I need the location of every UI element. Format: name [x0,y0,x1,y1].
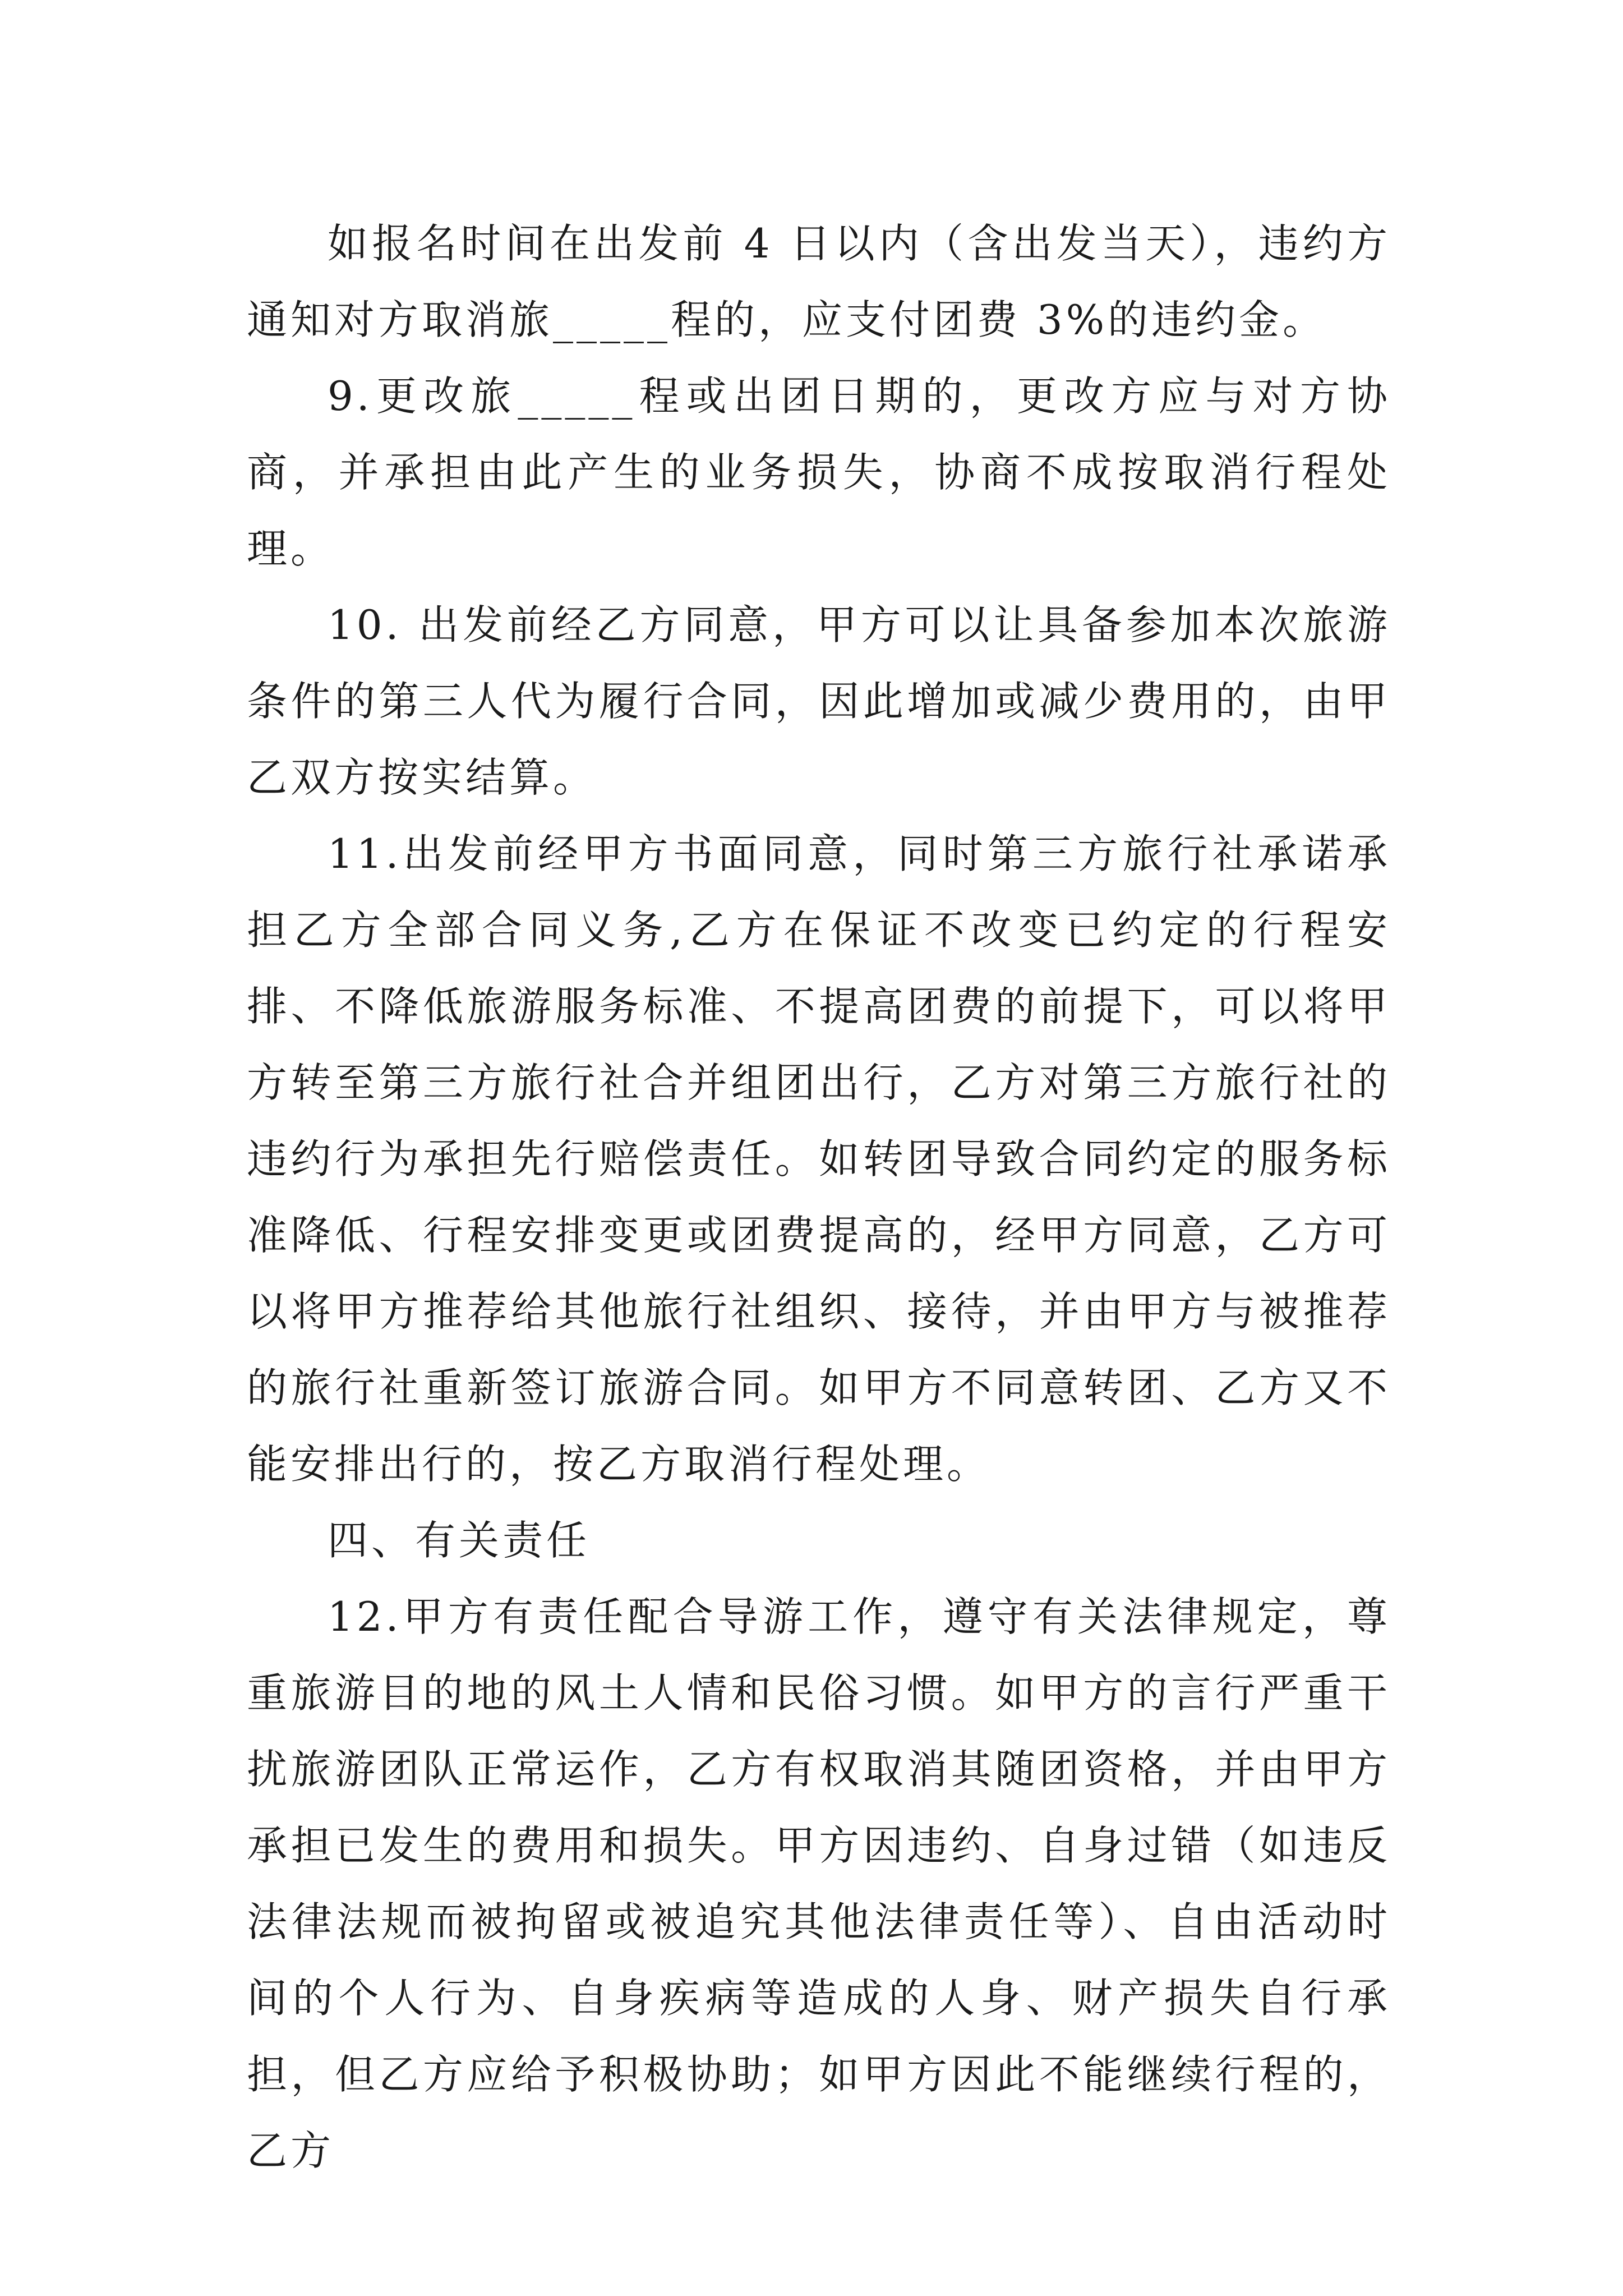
paragraph-clause-9: 9.更改旅_____程或出团日期的，更改方应与对方协商，并承担由此产生的业务损失，协商不成按取消行程处理。 [247,372,1391,572]
paragraph-clause-12: 12.甲方有责任配合导游工作，遵守有关法律规定，尊重旅游目的地的风土人情和民俗习惯。如甲方的言行严重干扰旅游团队正常运作，乙方有权取消其随团资格，并由甲方承担已发生的费用和损失。甲方因违约、自身过错（如违反法律法规而被拘留或被追究其他法律责任等）、自由活动时间的个人行为、自身疾病等造成的人身、财产损失自行承担，但乙方应给予积极协助；如甲方因此不能继续行程的，乙方 [247,1593,1391,2174]
paragraph-clause-10: 10. 出发前经乙方同意，甲方可以让具备参加本次旅游条件的第三人代为履行合同，因此增加或减少费用的，由甲乙双方按实结算。 [247,601,1391,801]
paragraph-cancellation-penalty: 如报名时间在出发前 4 日以内（含出发当天），违约方通知对方取消旅_____程的，应支付团费 3%的违约金。 [247,220,1391,343]
section-heading-responsibilities: 四、有关责任 [328,1517,591,1564]
contract-text [247,205,1391,2189]
paragraph-clause-11: 11.出发前经甲方书面同意，同时第三方旅行社承诺承担乙方全部合同义务,乙方在保证不改变已约定的行程安排、不降低旅游服务标准、不提高团费的前提下，可以将甲方转至第三方旅行社合并组团出行，乙方对第三方旅行社的违约行为承担先行赔偿责任。如转团导致合同约定的服务标准降低、行程安排变更或团费提高的，经甲方同意，乙方可以将甲方推荐给其他旅行社组织、接待，并由甲方与被推荐的旅行社重新签订旅游合同。如甲方不同意转团、乙方又不能安排出行的，按乙方取消行程处理。 [247,830,1391,1488]
